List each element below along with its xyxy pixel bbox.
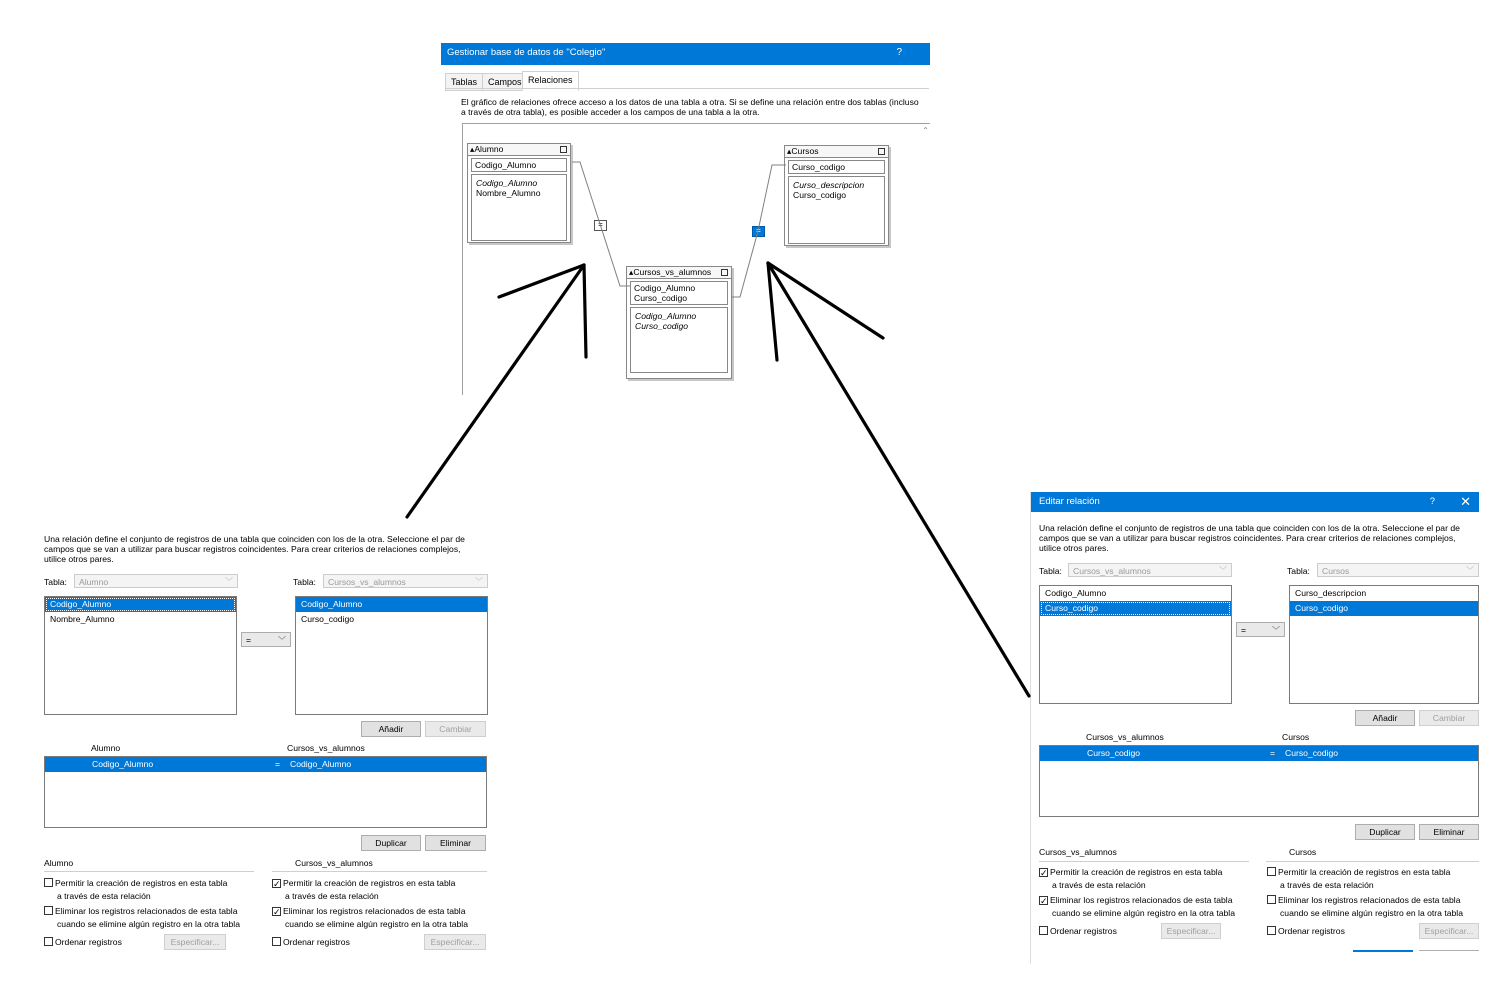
relation-description: Una relación define el conjunto de registros de una tabla que coinciden con los de la otra. Seleccione el par de campos que se van a utilizar para buscar registros coincidentes. Para crear criterios de relaciones complejos, utilice otros pares.	[44, 534, 465, 564]
pair-operator: =	[1270, 748, 1276, 758]
duplicate-button[interactable]: Duplicar	[361, 835, 421, 851]
list-item[interactable]: Curso_codigo	[1040, 601, 1231, 616]
list-item[interactable]: Nombre_Alumno	[50, 614, 115, 624]
checkbox-label: Ordenar registros	[55, 937, 122, 947]
help-icon[interactable]: ?	[1429, 496, 1435, 507]
field-item: Curso_descripcion	[793, 180, 865, 190]
checkbox-label: Eliminar los registros relacionados de esta tabla	[283, 906, 466, 916]
specify-button-2[interactable]: Especificar...	[424, 934, 486, 950]
selected-value: Cursos_vs_alumnos	[1073, 566, 1151, 576]
checkbox-label: Permitir la creación de registros en esta tabla	[283, 878, 456, 888]
table-header[interactable]: ▴Cursos_vs_alumnos	[627, 267, 731, 279]
dialog-title: Gestionar base de datos de "Colegio"	[447, 47, 606, 58]
key-field-item: Codigo_Alumno	[634, 283, 696, 293]
column-header: Alumno	[91, 743, 121, 753]
tab-tables[interactable]: Tablas	[445, 73, 483, 91]
annotation-arrows	[407, 263, 1029, 696]
tab-fields[interactable]: Campos	[482, 73, 528, 91]
table-name: Cursos_vs_alumnos	[633, 267, 712, 277]
checkbox-label: a través de esta relación	[285, 891, 379, 901]
chevron-down-icon: ﹀	[225, 577, 233, 586]
delete-button[interactable]: Eliminar	[425, 835, 486, 851]
list-item[interactable]: Curso_codigo	[1290, 601, 1478, 616]
list-item[interactable]: Codigo_Alumno	[296, 597, 487, 612]
column-header: Cursos	[1282, 732, 1310, 742]
relationship-lines	[572, 162, 786, 297]
table-key-field[interactable]: Codigo_Alumno	[471, 158, 567, 172]
pair-field-2: Codigo_Alumno	[290, 759, 352, 769]
add-button[interactable]: Añadir	[1355, 710, 1415, 726]
key-field-item: Curso_codigo	[634, 293, 688, 303]
selected-value: =	[246, 635, 252, 645]
table-label: Tabla:	[293, 577, 316, 587]
checkbox-label: a través de esta relación	[57, 891, 151, 901]
checkbox-label: Ordenar registros	[1050, 926, 1117, 936]
field-item: Codigo_Alumno	[635, 311, 697, 321]
help-icon[interactable]: ?	[896, 47, 902, 58]
specify-button-2[interactable]: Especificar...	[1419, 923, 1479, 939]
arrow-head-right-a	[768, 263, 883, 338]
chevron-down-icon: ﹀	[1272, 626, 1280, 635]
list-item[interactable]: Codigo_Alumno	[1045, 588, 1107, 598]
close-icon[interactable]: ✕	[1460, 494, 1471, 509]
section-title: Alumno	[44, 858, 74, 868]
checkbox-label: a través de esta relación	[1052, 880, 1146, 890]
arrow-shaft-right	[768, 263, 1029, 696]
checkbox-label: Eliminar los registros relacionados de esta tabla	[55, 906, 238, 916]
list-item[interactable]: Curso_descripcion	[1295, 588, 1367, 598]
table-header[interactable]: ▴Alumno	[468, 144, 570, 156]
checkbox-label: a través de esta relación	[1280, 880, 1374, 890]
checkbox-label: Permitir la creación de registros en esta tabla	[1050, 867, 1223, 877]
relationship-operator-icon[interactable]: =	[594, 220, 607, 231]
arrow-head-left-b	[584, 265, 586, 357]
table-label: Tabla:	[1039, 566, 1062, 576]
pair-field-1: Curso_codigo	[1087, 748, 1141, 758]
list-item[interactable]: Codigo_Alumno	[45, 597, 236, 612]
checkbox-label: Eliminar los registros relacionados de esta tabla	[1278, 895, 1461, 905]
checkbox-label: cuando se elimine algún registro en la otra tabla	[1052, 908, 1235, 918]
checkbox-checked-icon[interactable]: ✓	[1040, 896, 1048, 906]
checkbox-label: Ordenar registros	[283, 937, 350, 947]
selected-value: Alumno	[79, 577, 109, 587]
checkbox-label: cuando se elimine algún registro en la otra tabla	[285, 919, 468, 929]
table-label: Tabla:	[1287, 566, 1310, 576]
relations-description: El gráfico de relaciones ofrece acceso a los datos de una tabla a otra. Si se define una relación entre dos tablas (incluso a través de otra tabla), es posible acceder a los campos de una tabla a la otra.	[461, 97, 919, 117]
specify-button-1[interactable]: Especificar...	[1161, 923, 1221, 939]
chevron-down-icon: ﹀	[475, 577, 483, 586]
table-header[interactable]: ▴Cursos	[785, 146, 888, 158]
section-title: Cursos_vs_alumnos	[295, 858, 373, 868]
checkbox-label: Permitir la creación de registros en esta tabla	[1278, 867, 1451, 877]
table-label: Tabla:	[44, 577, 67, 587]
field-item: Curso_codigo	[793, 190, 847, 200]
chevron-down-icon: ﹀	[1466, 566, 1474, 575]
checkbox-label: Permitir la creación de registros en esta tabla	[55, 878, 228, 888]
dialog-title: Editar relación	[1039, 496, 1100, 507]
section-title: Cursos	[1289, 847, 1317, 857]
change-button[interactable]: Cambiar	[1419, 710, 1479, 726]
duplicate-button[interactable]: Duplicar	[1355, 824, 1415, 840]
pair-field-1: Codigo_Alumno	[92, 759, 154, 769]
field-item: Nombre_Alumno	[476, 188, 541, 198]
checkbox-label: Eliminar los registros relacionados de esta tabla	[1050, 895, 1233, 905]
scroll-up-icon[interactable]: ⌃	[922, 126, 929, 135]
table-key-field[interactable]: Curso_codigo	[788, 160, 885, 174]
selected-value: =	[1241, 625, 1247, 635]
arrow-shaft-left	[407, 265, 584, 517]
chevron-down-icon: ﹀	[278, 636, 286, 645]
checkbox-checked-icon[interactable]: ✓	[273, 907, 281, 917]
pair-field-2: Curso_codigo	[1285, 748, 1339, 758]
chevron-down-icon: ﹀	[1219, 566, 1227, 575]
checkbox-label: Ordenar registros	[1278, 926, 1345, 936]
table-name: Cursos	[791, 146, 819, 156]
selected-value: Cursos_vs_alumnos	[328, 577, 406, 587]
column-header: Cursos_vs_alumnos	[287, 743, 365, 753]
checkbox-checked-icon[interactable]: ✓	[1040, 868, 1048, 878]
column-header: Cursos_vs_alumnos	[1086, 732, 1164, 742]
field-item: Curso_codigo	[635, 321, 689, 331]
change-button[interactable]: Cambiar	[425, 721, 486, 737]
checkbox-checked-icon[interactable]: ✓	[273, 879, 281, 889]
selected-value: Cursos	[1322, 566, 1350, 576]
relation-description: Una relación define el conjunto de registros de una tabla que coinciden con los de la otra. Seleccione el par de campos que se van a utilizar para buscar registros coincidentes. Para crear criterios de relaciones complejos, utilice otros pares.	[1039, 523, 1460, 553]
section-title: Cursos_vs_alumnos	[1039, 847, 1117, 857]
pair-operator: =	[275, 759, 281, 769]
checkbox-label: cuando se elimine algún registro en la otra tabla	[1280, 908, 1463, 918]
table-name: Alumno	[474, 144, 504, 154]
list-item[interactable]: Curso_codigo	[301, 614, 355, 624]
delete-button[interactable]: Eliminar	[1419, 824, 1479, 840]
add-button[interactable]: Añadir	[361, 721, 421, 737]
field-item: Codigo_Alumno	[476, 178, 538, 188]
relationship-operator-icon-selected[interactable]: =	[752, 226, 765, 237]
tab-relations[interactable]: Relaciones	[522, 71, 579, 91]
specify-button-1[interactable]: Especificar...	[164, 934, 226, 950]
checkbox-label: cuando se elimine algún registro en la otra tabla	[57, 919, 240, 929]
